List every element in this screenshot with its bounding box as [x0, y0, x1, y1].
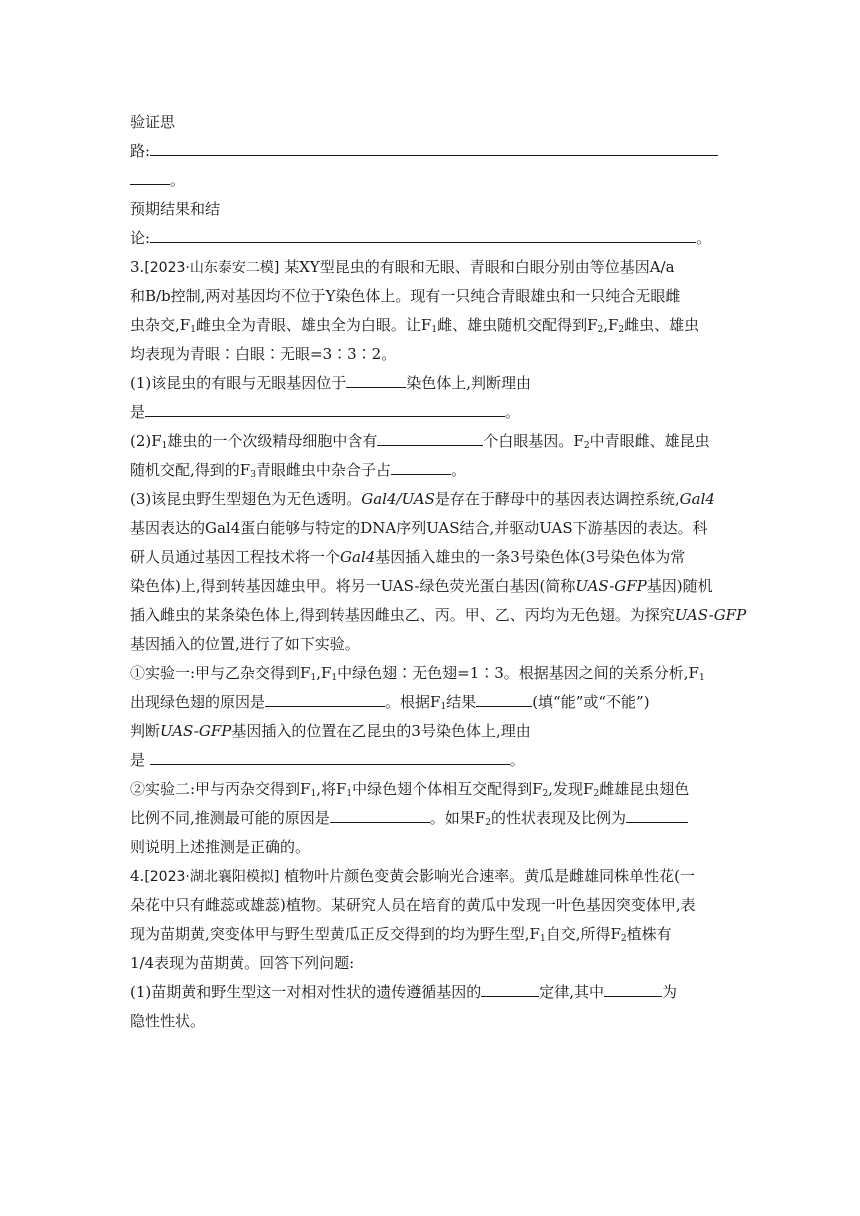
q3-exp2-line-2: 比例不同,推测最可能的原因是 。如果$F_2$的性状表现及比例为 [130, 804, 740, 833]
q3-p1-blank-1[interactable] [346, 369, 406, 388]
q3-part1-line-1: (1)该昆虫的有眼与无眼基因位于 染色体上,判断理由 [130, 369, 740, 398]
q3-exp2-blank-1[interactable] [330, 804, 430, 823]
q3-exp1-line-2: 出现绿色翅的原因是 。根据$F_1$结果 (填“能”或“不能”) [130, 688, 740, 717]
q4-stem-line-3: 现为苗期黄,突变体甲与野生型黄瓜正反交得到的均为野生型$,F_1$自交,所得$F_2$植株有 [130, 925, 672, 944]
q3-stem-line-3: 虫杂交$,F_1$雌虫全为青眼、雄虫全为白眼。让$F_1$雌、雄虫随机交配得到$F_2,F_2$雌虫、雄虫 [130, 316, 700, 335]
q3-part3-line-2: 基因表达的Gal4蛋白能够与特定的DNA序列UAS结合,并驱动UAS下游基因的表达。科 [130, 519, 708, 537]
question-number: 3. [130, 258, 145, 276]
q4-stem-line-2: 朵花中只有雌蕊或雄蕊)植物。某研究人员在培育的黄瓜中发现一叶色基因突变体甲,表 [130, 896, 696, 914]
document-page [130, 108, 747, 1036]
verify-blank[interactable] [150, 137, 718, 156]
q3-exp2-line-1: ②实验二:甲与丙杂交得到$F_1$,将$F_1$中绿色翅个体相互交配得到$F_2$,发现$F_2$雌雄昆虫翅色 [130, 780, 690, 799]
q4-stem-line-1: 4.[2023·湖北襄阳模拟] 植物叶片颜色变黄会影响光合速率。黄瓜是雌雄同株单性花(一 [130, 867, 695, 885]
q3-exp1-blank-3[interactable] [150, 746, 510, 765]
expect-answer-line: 论: 。 [130, 224, 740, 253]
q3-exp2-line-3: 则说明上述推测是正确的。 [130, 838, 311, 856]
expect-blank[interactable] [150, 224, 696, 243]
q3-part3-line-5: 插入雌虫的某条染色体上,得到转基因雌虫乙、丙。甲、乙、丙均为无色翅。为探究UAS-GFP [130, 606, 747, 624]
q3-part1-line-2: 是 。 [130, 398, 740, 427]
q3-exp2-blank-2[interactable] [626, 804, 688, 823]
q3-exp1-line-3: 判断UAS-GFP基因插入的位置在乙昆虫的3号染色体上,理由 [130, 722, 531, 740]
q3-part3-line-3: 研人员通过基因工程技术将一个Gal4基因插入雄虫的一条3号染色体(3号染色体为常 [130, 548, 686, 566]
question-source: [2023·湖北襄阳模拟] [144, 869, 280, 885]
q3-exp1-blank-2[interactable] [476, 688, 532, 707]
question-source: [2023·山东泰安二模] [144, 260, 280, 276]
q3-stem-line-4: 均表现为青眼∶白眼∶无眼=3∶3∶2。 [130, 345, 397, 363]
q3-stem-line-1: 3.[2023·山东泰安二模] 某XY型昆虫的有眼和无眼、青眼和白眼分别由等位基因A/a [130, 258, 675, 276]
q3-p1-blank-2[interactable] [145, 398, 505, 417]
q3-p2-blank-2[interactable] [391, 456, 451, 475]
expect-label: 预期结果和结 [130, 200, 221, 218]
question-number: 4. [130, 867, 145, 885]
q3-exp1-line-4: 是 。 [130, 746, 740, 775]
q3-part2-line-1: $(2)F_1$雄虫的一个次级精母细胞中含有 个白眼基因。$F_2$中青眼雌、雄昆虫 [130, 427, 740, 456]
q4-part1-line-1: (1)苗期黄和野生型这一对相对性状的遗传遵循基因的 定律,其中 为 [130, 978, 740, 1007]
q4-stem-line-4: 1/4表现为苗期黄。回答下列问题: [130, 954, 355, 972]
verify-blank-cont[interactable] [130, 166, 170, 185]
q4-p1-blank-1[interactable] [481, 978, 539, 997]
q3-exp1-line-1: ①实验一:甲与乙杂交得到$F_1,F_1$中绿色翅∶无色翅=1∶3。根据基因之间的关系分析$,F_1$ [130, 664, 705, 683]
q3-part3-line-6: 基因插入的位置,进行了如下实验。 [130, 635, 360, 653]
q3-p2-blank-1[interactable] [377, 427, 483, 446]
verify-label-line [130, 108, 740, 137]
q3-exp1-blank-1[interactable] [265, 688, 385, 707]
q4-part1-line-2: 隐性性状。 [130, 1012, 206, 1030]
q3-part2-line-2: 随机交配,得到的$F_3$青眼雌虫中杂合子占 。 [130, 456, 740, 485]
verify-answer-line-2: 。 [130, 166, 740, 195]
verify-answer-line [130, 137, 740, 166]
q3-part3-line-4: 染色体)上,得到转基因雄虫甲。将另一UAS-绿色荧光蛋白基因(简称UAS-GFP基因)随机 [130, 577, 713, 595]
q3-stem-line-2: 和B/b控制,两对基因均不位于Y染色体上。现有一只纯合青眼雄虫和一只纯合无眼雌 [130, 287, 681, 305]
expect-label-line [130, 195, 740, 224]
verify-label: 验证思 [130, 113, 176, 131]
verify-label-cont: 路: [130, 142, 151, 160]
q4-p1-blank-2[interactable] [604, 978, 662, 997]
q3-part3-line-1: (3)该昆虫野生型翅色为无色透明。Gal4/UAS是存在于酵母中的基因表达调控系统,Gal4 [130, 490, 715, 508]
